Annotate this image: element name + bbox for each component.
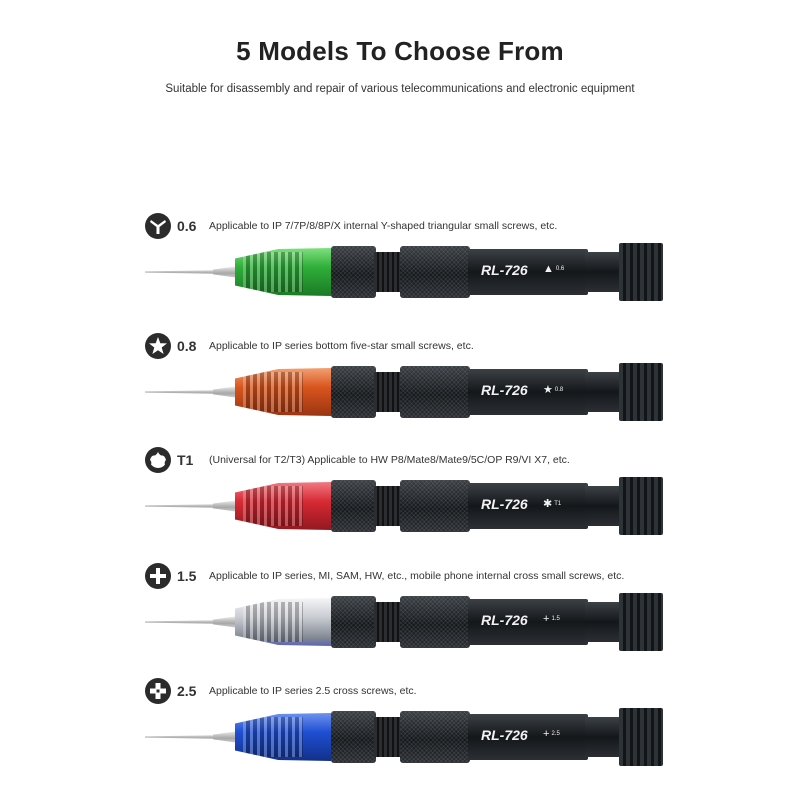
model-t1 [0, 447, 800, 557]
model-description: Applicable to IP series, MI, SAM, HW, etc., mobile phone internal cross small screws, etc. [209, 570, 625, 582]
y-tri-wing-icon [145, 213, 171, 239]
page-subtitle: Suitable for disassembly and repair of various telecommunications and electronic equipment [165, 83, 635, 95]
model-size: 1.5 [177, 568, 197, 584]
model-description: Applicable to IP series 2.5 cross screws, etc. [209, 685, 417, 697]
model-size: 0.8 [177, 338, 197, 354]
torx-icon [145, 447, 171, 473]
brand-label: RL-726 [481, 496, 528, 512]
model-0-8 [0, 333, 800, 443]
tip-mark: ★ 0.8 [543, 384, 564, 396]
model-size: 2.5 [177, 683, 197, 699]
tip-mark: + 1.5 [543, 613, 560, 625]
tip-mark: + 2.5 [543, 728, 560, 740]
pentalobe-star-icon [145, 333, 171, 359]
model-description: (Universal for T2/T3) Applicable to HW P8/Mate8/Mate9/5C/OP R9/VI X7, etc. [209, 454, 570, 466]
tip-mark: ▲ 0.6 [543, 263, 565, 275]
model-size: 0.6 [177, 218, 197, 234]
brand-label: RL-726 [481, 612, 528, 628]
screwdriver-image [145, 477, 665, 535]
brand-label: RL-726 [481, 262, 528, 278]
screwdriver-image [145, 593, 665, 651]
screwdriver-image [145, 363, 665, 421]
brand-label: RL-726 [481, 382, 528, 398]
model-size: T1 [177, 452, 194, 468]
screwdriver-image [145, 243, 665, 301]
page-title: 5 Models To Choose From [236, 36, 564, 66]
screwdriver-image [145, 708, 665, 766]
model-description: Applicable to IP series bottom five-star small screws, etc. [209, 340, 474, 352]
cross-2-5-icon [145, 678, 171, 704]
model-1-5 [0, 563, 800, 673]
model-description: Applicable to IP 7/7P/8/8P/X internal Y-shaped triangular small screws, etc. [209, 220, 558, 232]
model-0-6 [0, 213, 800, 323]
phillips-cross-icon [145, 563, 171, 589]
brand-label: RL-726 [481, 727, 528, 743]
model-2-5 [0, 678, 800, 788]
tip-mark: ✱ T1 [543, 498, 562, 510]
